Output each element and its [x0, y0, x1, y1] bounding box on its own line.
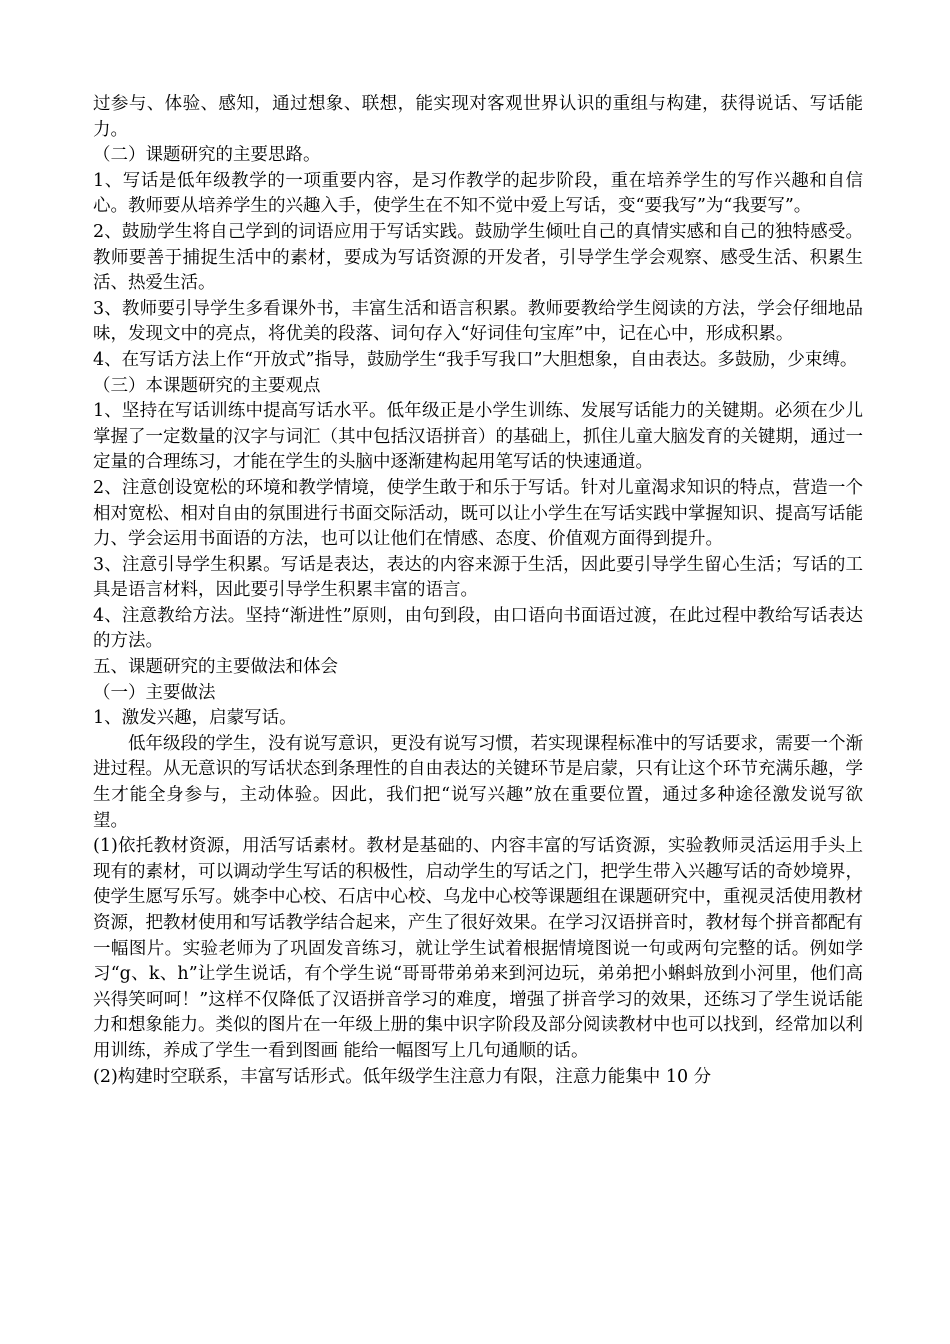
paragraph: 2、鼓励学生将自己学到的词语应用于写话实践。鼓励学生倾吐自己的真情实感和自己的独特感受。教师要善于捕捉生活中的素材，要成为写话资源的开发者，引导学生学会观察、感受生活、积累生活、热爱生活。	[93, 221, 863, 294]
paragraph: 1、坚持在写话训练中提高写话水平。低年级正是小学生训练、发展写话能力的关键期。必须在少儿掌握了一定数量的汉字与词汇（其中包括汉语拼音）的基础上，抓住儿童大脑发育的关键期，通过一定量的合理练习，才能在学生的头脑中逐渐建构起用笔写话的快速通道。	[93, 401, 863, 473]
subsection-heading: 1、激发兴趣，启蒙写话。	[93, 708, 297, 729]
paragraph: 4、注意教给方法。坚持“渐进性”原则，由句到段，由口语向书面语过渡，在此过程中教给写话表达的方法。	[93, 605, 863, 652]
paragraph: 2、注意创设宽松的环境和教学情境，使学生敢于和乐于写话。针对儿童渴求知识的特点，营造一个相对宽松、相对自由的氛围进行书面交际活动，既可以让小学生在写话实践中掌握知识、提高写话能力、学会运用书面语的方法，也可以让他们在情感、态度、价值观方面得到提升。	[93, 477, 863, 550]
paragraph: 过参与、体验、感知，通过想象、联想，能实现对客观世界认识的重组与构建，获得说话、写话能力。	[93, 94, 863, 140]
section-heading: （三）本课题研究的主要观点	[93, 375, 321, 396]
section-heading: （一）主要做法	[93, 682, 216, 703]
document-body	[93, 92, 863, 1090]
paragraph: 4、在写话方法上作“开放式”指导，鼓励学生“我手写我口”大胆想象，自由表达。多鼓励，少束缚。	[93, 349, 858, 370]
paragraph: 3、教师要引导学生多看课外书，丰富生活和语言积累。教师要教给学生阅读的方法，学会仔细地品味，发现文中的亮点，将优美的段落、词句存入“好词佳句宝库”中，记在心中，形成积累。	[93, 298, 863, 345]
paragraph: (2)构建时空联系，丰富写话形式。低年级学生注意力有限，注意力能集中 10 分	[93, 1066, 712, 1087]
paragraph: (1)依托教材资源，用活写话素材。教材是基础的、内容丰富的写话资源，实验教师灵活运用手头上现有的素材，可以调动学生写话的积极性，启动学生的写话之门，把学生带入兴趣写话的奇妙境界，使学生愿写乐写。姚李中心校、石店中心校、乌龙中心校等课题组在课题研究中，重视灵活使用教材资源，把教材使用和写话教学结合起来，产生了很好效果。在学习汉语拼音时，教材每个拼音都配有一幅图片。实验老师为了巩固发音练习，就让学生试着根据情境图说一句或两句完整的话。例如学习“g、k、h”让学生说话，有个学生说“哥哥带弟弟来到河边玩，弟弟把小蝌蚪放到小河里，他们高兴得笑呵呵！”这样不仅降低了汉语拼音学习的难度，增强了拼音学习的效果，还练习了学生说话能力和想象能力。类似的图片在一年级上册的集中识字阶段及部分阅读教材中也可以找到，经常加以利用训练，养成了学生一看到图画 能给一幅图写上几句通顺的话。	[93, 836, 863, 1061]
paragraph: 1、写话是低年级教学的一项重要内容，是习作教学的起步阶段，重在培养学生的写作兴趣和自信心。教师要从培养学生的兴趣入手，使学生在不知不觉中爱上写话，变“要我写”为“我要写”。	[93, 170, 863, 217]
paragraph: 低年级段的学生，没有说写意识，更没有说写习惯，若实现课程标准中的写话要求，需要一个渐进过程。从无意识的写话状态到条理性的自由表达的关键环节是启蒙，只有让这个环节充满乐趣，学生才能全身参与，主动体验。因此，我们把“说写兴趣”放在重要位置，通过多种途径激发说写欲望。	[93, 733, 863, 831]
chapter-heading: 五、课题研究的主要做法和体会	[93, 657, 338, 678]
paragraph: 3、注意引导学生积累。写话是表达，表达的内容来源于生活，因此要引导学生留心生活；写话的工具是语言材料，因此要引导学生积累丰富的语言。	[93, 554, 863, 601]
section-heading: （二）课题研究的主要思路。	[93, 145, 321, 166]
